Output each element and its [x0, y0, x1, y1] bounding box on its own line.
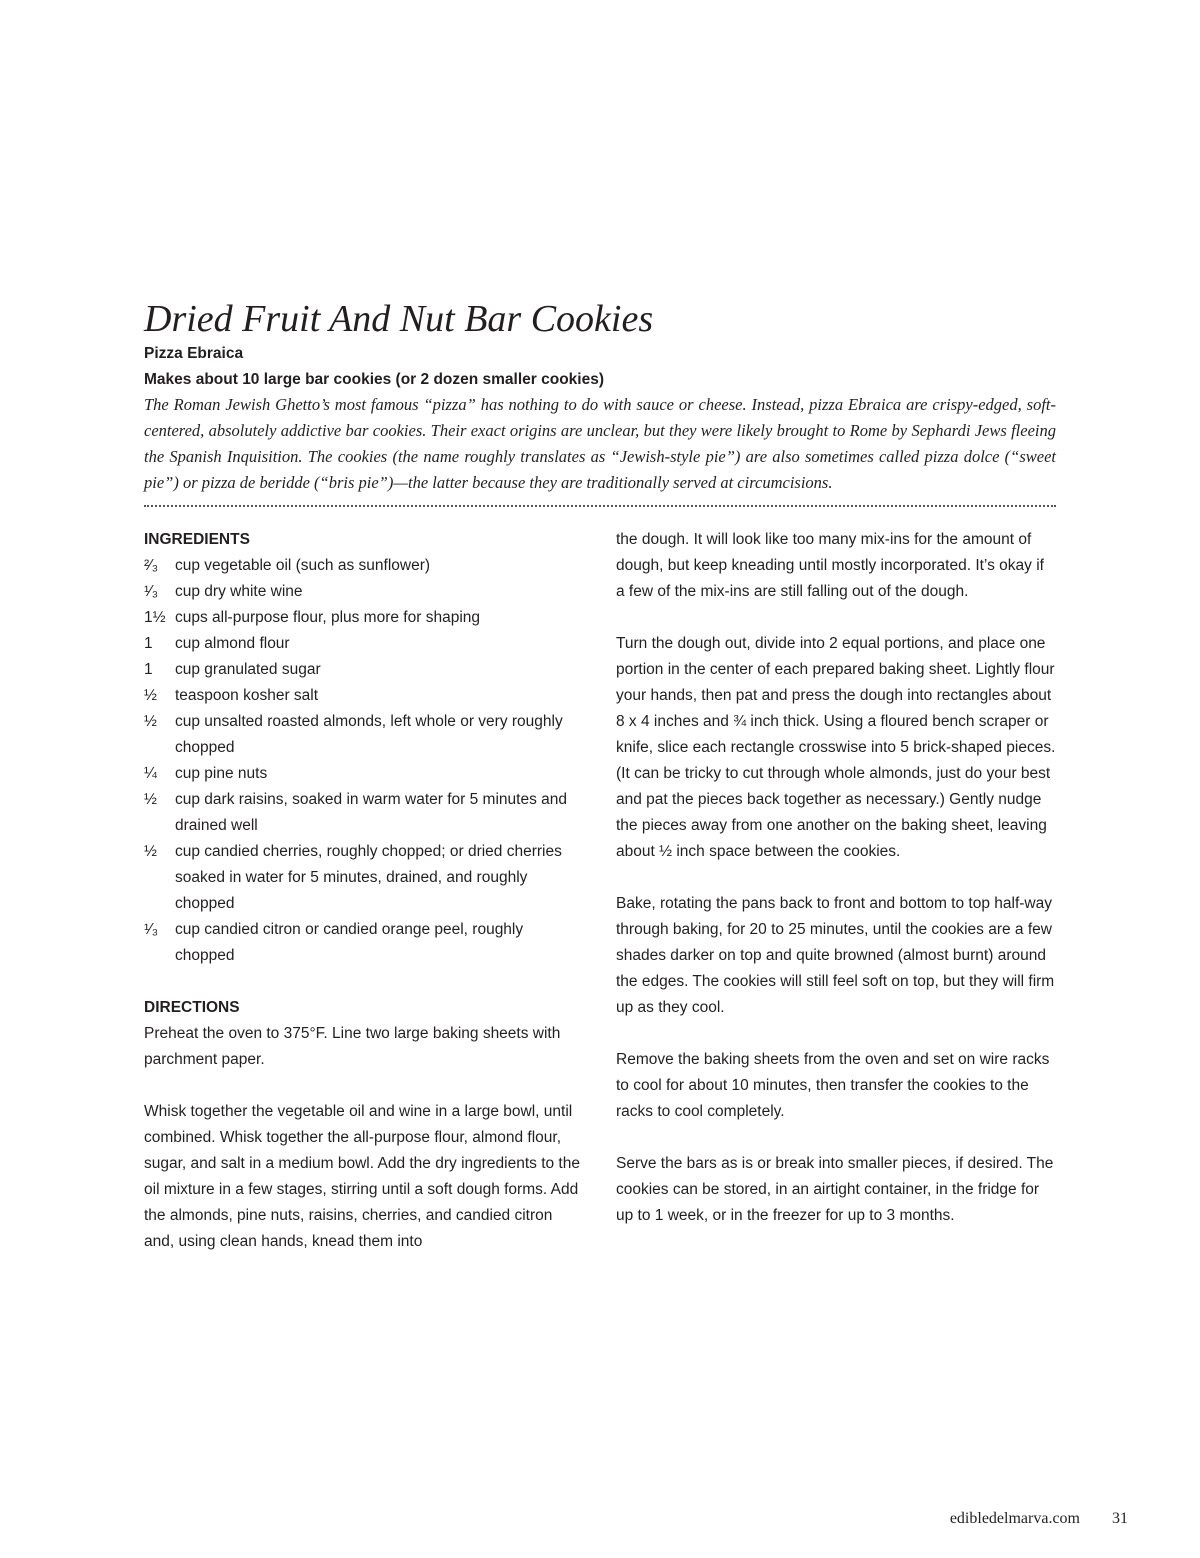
- direction-paragraph: Whisk together the vegetable oil and wine in a large bowl, until combined. Whisk together the all-purpose flour, almond flour, sugar, and salt in a medium bowl. Add the dry ingredients to the oil mixture in a few stages, stirring until a soft dough forms. Add the almonds, pine nuts, raisins, cherries, and candied citron and, using clean hands, knead them into: [144, 1103, 580, 1250]
- ingredient-item: [144, 839, 582, 917]
- spacer: [616, 605, 1056, 631]
- direction-paragraph: Serve the bars as is or break into smaller pieces, if desired. The cookies can be stored, in an airtight container, in the fridge for up to 1 week, or in the freezer for up to 3 months.: [616, 1155, 1054, 1224]
- ingredient-text: cups all-purpose flour, plus more for shaping: [175, 609, 480, 626]
- recipe-subtitle: Pizza Ebraica: [144, 345, 244, 362]
- directions-heading: DIRECTIONS: [144, 999, 240, 1016]
- ingredient-text: cup dark raisins, soaked in warm water for 5 minutes and drained well: [175, 791, 567, 834]
- ingredient-item: [144, 605, 582, 631]
- ingredient-text: cup almond flour: [175, 635, 290, 652]
- recipe-title: Dried Fruit And Nut Bar Cookies: [144, 298, 654, 340]
- recipe-columns: [144, 527, 1056, 1255]
- page-number: 31: [1112, 1510, 1128, 1527]
- ingredient-text: cup unsalted roasted almonds, left whole or very roughly chopped: [175, 713, 563, 756]
- direction-paragraph: Preheat the oven to 375°F. Line two large baking sheets with parchment paper.: [144, 1025, 561, 1068]
- ingredient-text: cup candied cherries, roughly chopped; or dried cherries soaked in water for 5 minutes, drained, and roughly chopped: [175, 843, 562, 912]
- ingredient-qty: ½: [144, 713, 157, 730]
- ingredient-qty: ¹⁄₃: [144, 921, 159, 938]
- ingredient-qty: ½: [144, 791, 157, 808]
- direction-paragraph: Turn the dough out, divide into 2 equal portions, and place one portion in the center of each prepared baking sheet. Lightly flour your hands, then pat and press the dough into rectangles about 8 x 4 inches and ¾ inch thick. Using a floured bench scraper or knife, slice each rectangle crosswise into 5 brick-shaped pieces. (It can be tricky to cut through whole almonds, just do your best and pat the pieces back together as necessary.) Gently nudge the pieces away from one another on the baking sheet, leaving about ½ inch space between the cookies.: [616, 635, 1056, 860]
- ingredient-text: cup pine nuts: [175, 765, 268, 782]
- ingredient-qty: 1: [144, 635, 153, 652]
- ingredient-item: [144, 657, 582, 683]
- ingredient-qty: ½: [144, 843, 157, 860]
- direction-paragraph: the dough. It will look like too many mix-ins for the amount of dough, but keep kneading until mostly incorporated. It’s okay if a few of the mix-ins are still falling out of the dough.: [616, 531, 1044, 600]
- ingredient-text: cup vegetable oil (such as sunflower): [175, 557, 431, 574]
- page-footer: [950, 1510, 1128, 1528]
- ingredient-item: [144, 787, 582, 839]
- spacer: [616, 1125, 1056, 1151]
- ingredient-item: [144, 917, 582, 969]
- spacer: [616, 1021, 1056, 1047]
- ingredient-item: [144, 579, 582, 605]
- recipe-yield: Makes about 10 large bar cookies (or 2 dozen smaller cookies): [144, 371, 605, 388]
- dotted-divider: [144, 505, 1056, 507]
- ingredient-qty: ¹⁄₃: [144, 583, 159, 600]
- ingredient-text: cup dry white wine: [175, 583, 303, 600]
- recipe-intro: The Roman Jewish Ghetto’s most famous “pizza” has nothing to do with sauce or cheese. Instead, pizza Ebraica are crispy-edged, soft-centered, absolutely addictive bar cookies. Their exact origins are unclear, but they were likely brought to Rome by Sephardi Jews fleeing the Spanish Inquisition. The cookies (the name roughly translates as “Jewish-style pie”) are also sometimes called pizza dolce (“sweet pie”) or pizza de beridde (“bris pie”)—the latter because they are traditionally served at circumcisions.: [144, 395, 1056, 492]
- left-column: [144, 527, 582, 1255]
- ingredient-qty: ½: [144, 687, 157, 704]
- spacer: [144, 969, 582, 995]
- ingredient-item: [144, 683, 582, 709]
- ingredient-item: [144, 709, 582, 761]
- ingredient-item: [144, 553, 582, 579]
- ingredient-text: teaspoon kosher salt: [175, 687, 319, 704]
- footer-site: edibledelmarva.com: [949, 1510, 1080, 1527]
- direction-paragraph: Bake, rotating the pans back to front and bottom to top half-way through baking, for 20 to 25 minutes, until the cookies are a few shades darker on top and quite browned (almost burnt) around the edges. The cookies will still feel soft on top, but they will firm up as they cool.: [616, 895, 1055, 1016]
- recipe: [144, 296, 1056, 1255]
- direction-paragraph: Remove the baking sheets from the oven and set on wire racks to cool for about 10 minutes, then transfer the cookies to the racks to cool completely.: [616, 1051, 1050, 1120]
- spacer: [616, 865, 1056, 891]
- right-column: [616, 527, 1056, 1255]
- ingredient-qty: ¼: [144, 765, 157, 782]
- ingredient-item: [144, 761, 582, 787]
- ingredient-qty: 1: [144, 661, 153, 678]
- ingredients-list: [144, 553, 582, 969]
- ingredient-qty: 1½: [144, 609, 166, 626]
- ingredients-heading: INGREDIENTS: [144, 531, 250, 548]
- spacer: [144, 1073, 582, 1099]
- ingredient-qty: ²⁄₃: [144, 557, 159, 574]
- ingredient-item: [144, 631, 582, 657]
- ingredient-text: cup granulated sugar: [175, 661, 321, 678]
- ingredient-text: cup candied citron or candied orange peel, roughly chopped: [175, 921, 524, 964]
